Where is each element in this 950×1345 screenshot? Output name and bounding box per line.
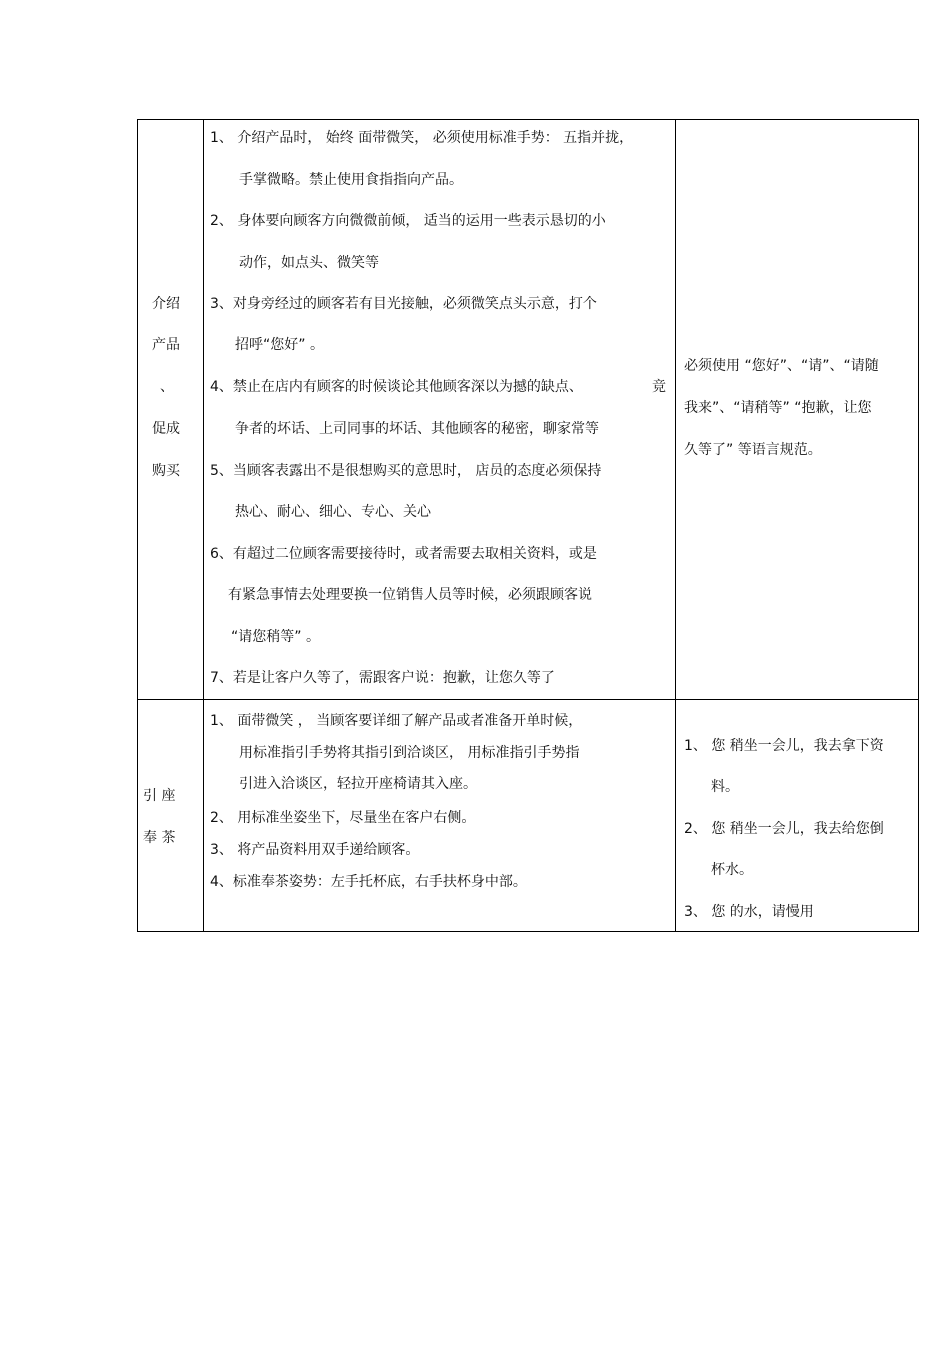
procedure-line: 3、对身旁经过的顾客若有目光接触，必须微笑点头示意，打个 xyxy=(210,296,597,312)
category-line: 介绍 xyxy=(152,296,180,312)
procedure-line: 7、若是让客户久等了，需跟客户说：抱歉，让您久等了 xyxy=(210,670,555,686)
procedure-line: 招呼“您好” 。 xyxy=(235,337,324,353)
procedure-line: 手掌微略。禁止使用食指指向产品。 xyxy=(239,172,463,188)
language-line: 1、 您 稍坐一会儿，我去拿下资 xyxy=(684,738,884,754)
procedure-line: 4、标准奉茶姿势：左手托杯底，右手扶杯身中部。 xyxy=(210,874,527,890)
procedure-line: 5、当顾客表露出不是很想购买的意思时， 店员的态度必须保持 xyxy=(210,463,602,479)
column-divider xyxy=(675,120,676,931)
language-line: 久等了” 等语言规范。 xyxy=(684,442,822,458)
row-divider xyxy=(138,699,918,700)
procedure-line: 动作，如点头、微笑等 xyxy=(239,255,379,271)
category-line: 产品 xyxy=(152,337,180,353)
procedure-line: 竞 xyxy=(652,379,666,395)
category-line: 购买 xyxy=(152,463,180,479)
language-line: 我来”、“请稍等” “抱歉，让您 xyxy=(684,400,872,416)
procedure-line: 2、 身体要向顾客方向微微前倾， 适当的运用一些表示恳切的小 xyxy=(210,213,606,229)
category-line: 、 xyxy=(160,379,174,395)
procedure-line: 3、 将产品资料用双手递给顾客。 xyxy=(210,842,420,858)
procedure-line: 2、 用标准坐姿坐下，尽量坐在客户右侧。 xyxy=(210,810,476,826)
procedure-line: 热心、耐心、细心、专心、关心 xyxy=(235,504,431,520)
procedure-line: 引进入洽谈区，轻拉开座椅请其入座。 xyxy=(239,776,477,792)
language-line: 2、 您 稍坐一会儿，我去给您倒 xyxy=(684,821,884,837)
language-line: 料。 xyxy=(711,779,739,795)
column-divider xyxy=(203,120,204,931)
language-line: 杯水。 xyxy=(711,862,753,878)
procedure-line: 争者的坏话、上司同事的坏话、其他顾客的秘密，聊家常等 xyxy=(235,421,599,437)
procedure-line: 用标准指引手势将其指引到洽谈区， 用标准指引手势指 xyxy=(239,745,580,761)
procedure-line: 有紧急事情去处理要换一位销售人员等时候，必须跟顾客说 xyxy=(228,587,592,603)
category-line: 奉 茶 xyxy=(143,830,176,846)
procedure-line: “请您稍等” 。 xyxy=(231,629,320,645)
category-line: 引 座 xyxy=(143,788,176,804)
procedure-line: 6、有超过二位顾客需要接待时，或者需要去取相关资料，或是 xyxy=(210,546,597,562)
procedure-line: 4、禁止在店内有顾客的时候谈论其他顾客深以为撼的缺点、 xyxy=(210,379,583,395)
etiquette-table xyxy=(137,119,919,932)
procedure-line: 1、 介绍产品时， 始终 面带微笑， 必须使用标准手势： 五指并拢， xyxy=(210,130,634,146)
language-line: 3、 您 的水，请慢用 xyxy=(684,904,814,920)
procedure-line: 1、 面带微笑 ， 当顾客要详细了解产品或者准备开单时候， xyxy=(210,713,583,729)
category-line: 促成 xyxy=(152,421,180,437)
language-line: 必须使用 “您好”、“请”、“请随 xyxy=(684,358,879,374)
